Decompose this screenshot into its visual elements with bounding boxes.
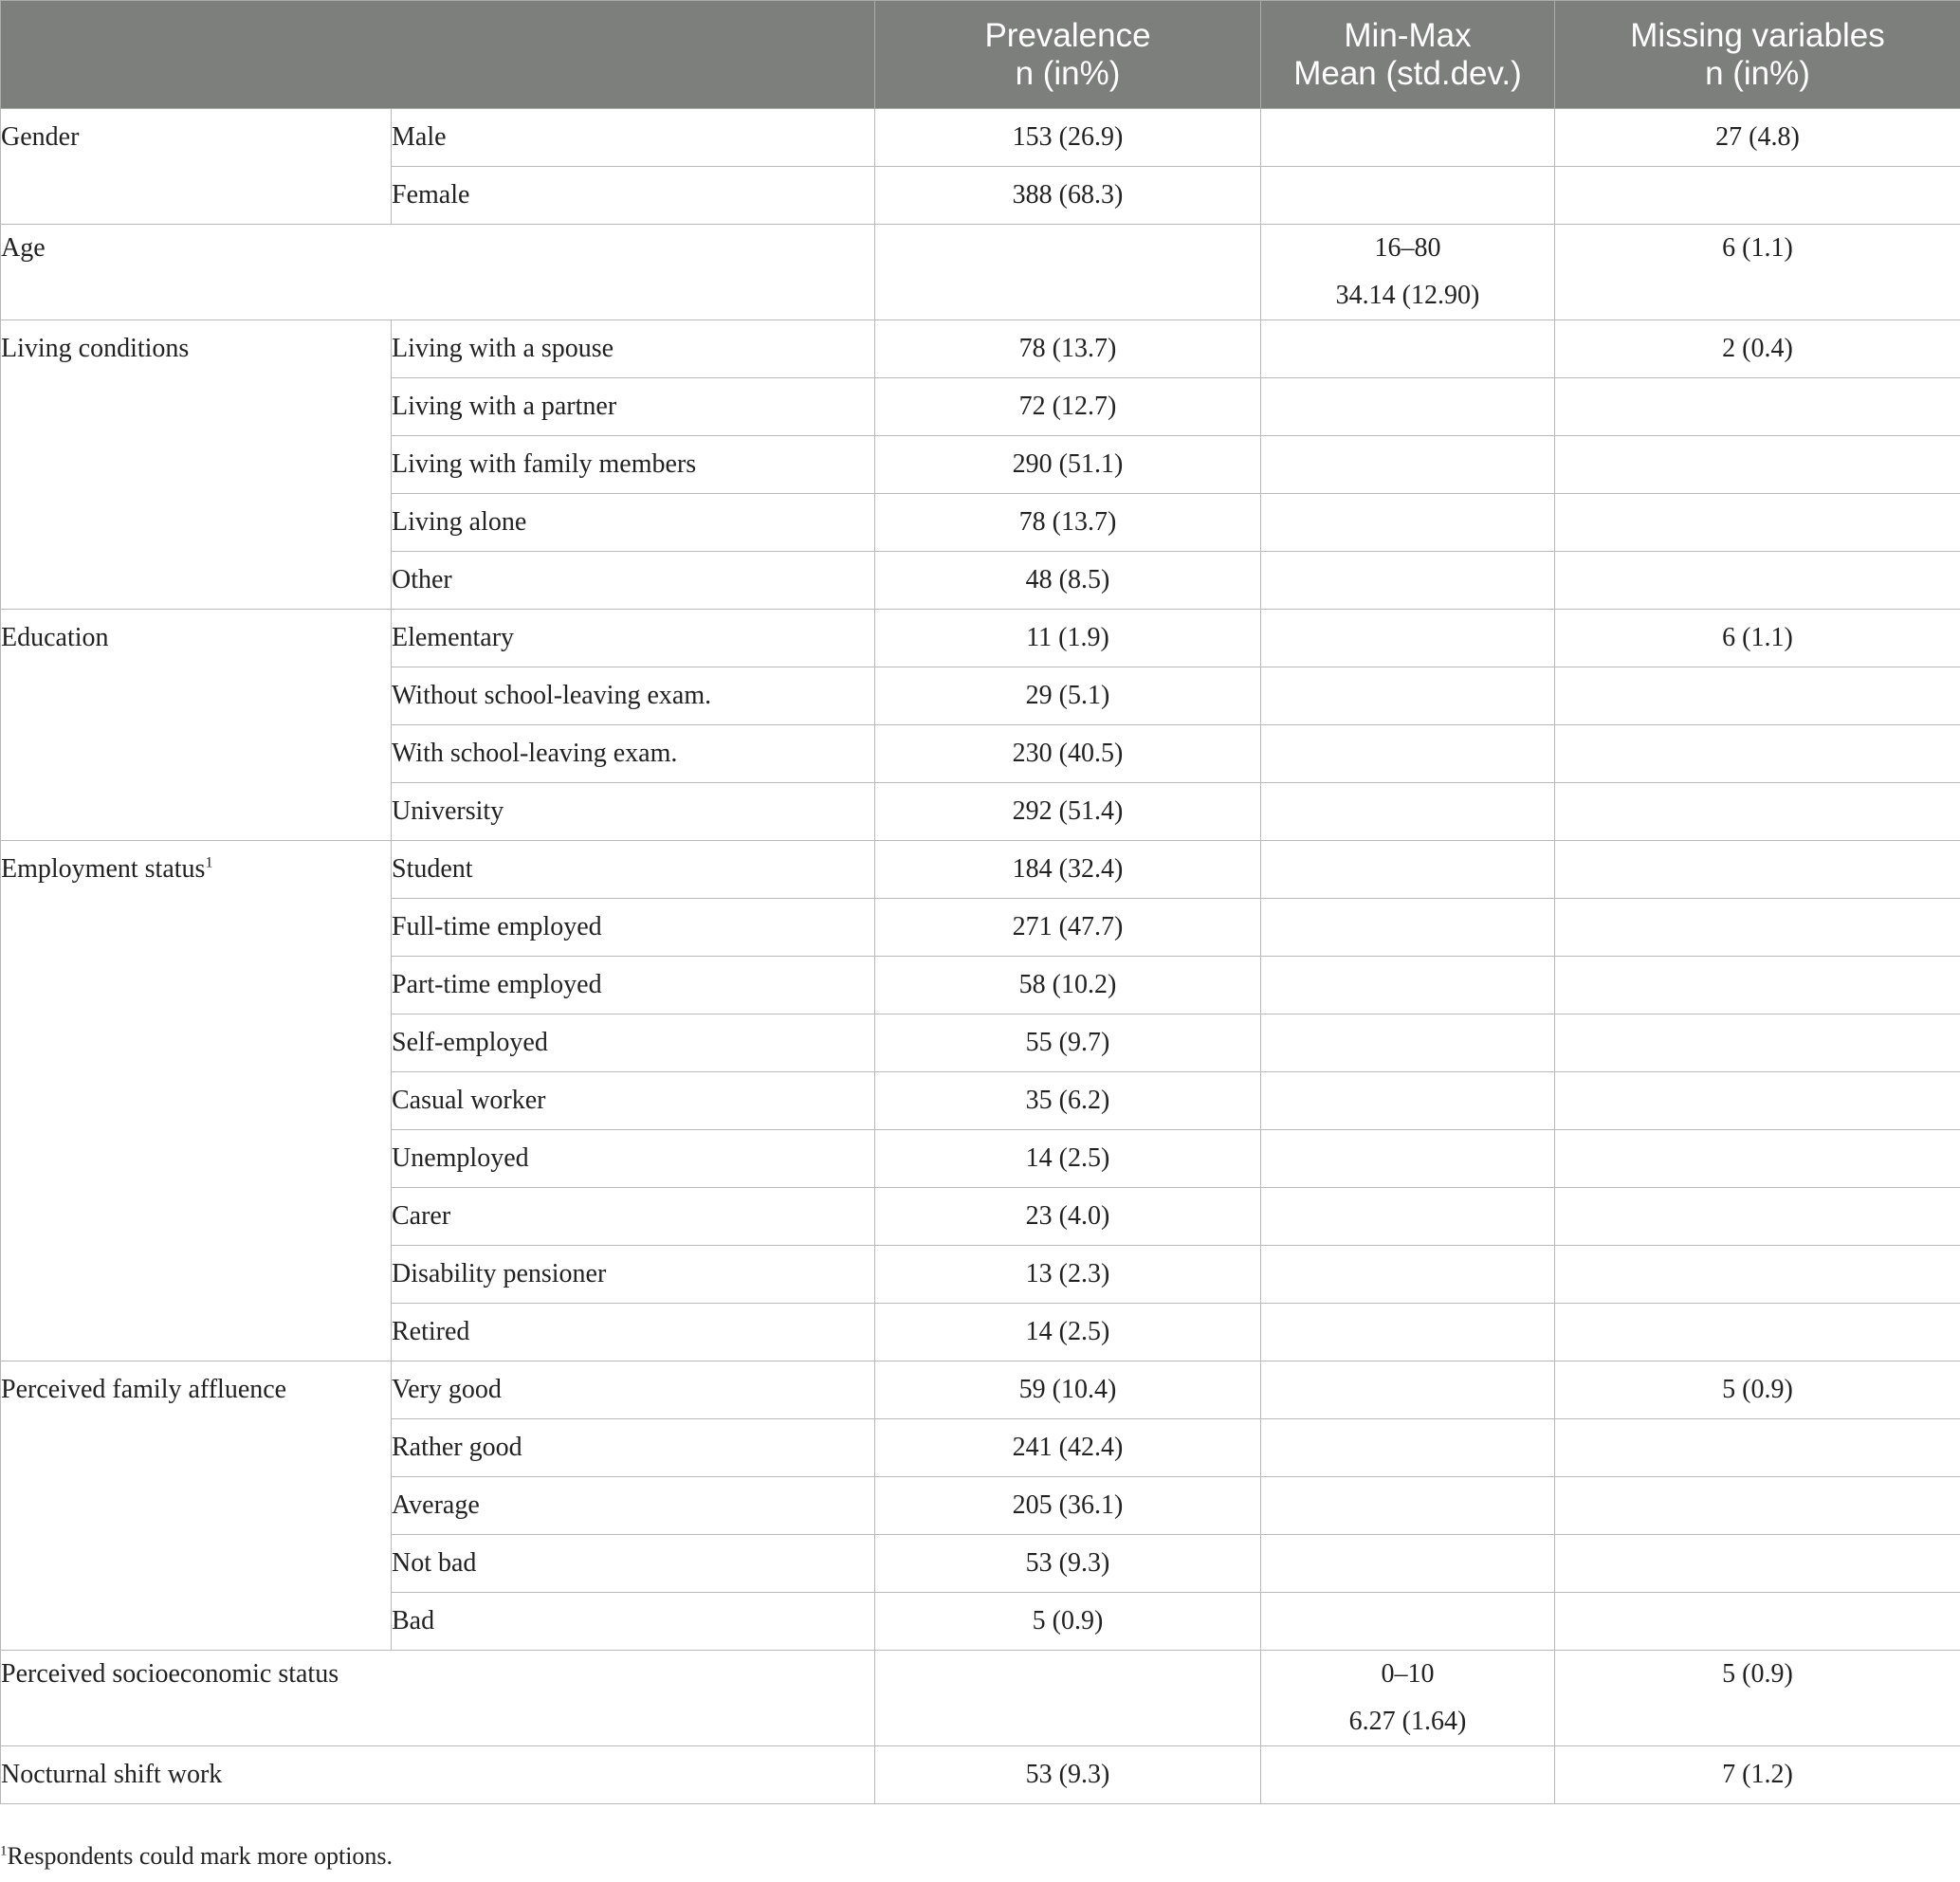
prevalence-cell: 11 (1.9) bbox=[875, 610, 1261, 667]
minmax-cell bbox=[1261, 841, 1555, 899]
missing-cell: 7 (1.2) bbox=[1555, 1746, 1960, 1804]
prevalence-cell: 78 (13.7) bbox=[875, 494, 1261, 552]
missing-cell bbox=[1555, 378, 1960, 436]
table-row bbox=[1, 109, 1960, 167]
category-cell: Student bbox=[392, 841, 875, 899]
missing-cell bbox=[1555, 899, 1960, 957]
missing-cell bbox=[1555, 1072, 1960, 1130]
category-cell: Male bbox=[392, 109, 875, 167]
mean-sd: 34.14 (12.90) bbox=[1335, 281, 1480, 310]
minmax-cell bbox=[1261, 667, 1555, 725]
category-cell: With school-leaving exam. bbox=[392, 725, 875, 783]
group-label-shift: Nocturnal shift work bbox=[1, 1746, 875, 1804]
minmax-cell bbox=[1261, 1419, 1555, 1477]
minmax-cell bbox=[1261, 225, 1555, 320]
minmax-range: 16–80 bbox=[1374, 233, 1441, 263]
missing-cell bbox=[1555, 1419, 1960, 1477]
minmax-cell bbox=[1261, 1072, 1555, 1130]
table-row bbox=[1, 320, 1960, 378]
header-missing-line1: Missing variables bbox=[1630, 16, 1885, 54]
missing-cell: 6 (1.1) bbox=[1555, 610, 1960, 667]
footnote-mark: 1 bbox=[0, 1843, 8, 1859]
missing-cell bbox=[1555, 725, 1960, 783]
missing-cell bbox=[1555, 783, 1960, 841]
minmax-cell bbox=[1261, 783, 1555, 841]
category-cell: Casual worker bbox=[392, 1072, 875, 1130]
category-cell: Retired bbox=[392, 1304, 875, 1361]
header-minmax-line2: Mean (std.dev.) bbox=[1293, 54, 1522, 92]
prevalence-cell: 184 (32.4) bbox=[875, 841, 1261, 899]
prevalence-cell: 78 (13.7) bbox=[875, 320, 1261, 378]
employment-label-text: Employment status bbox=[1, 854, 206, 884]
minmax-cell bbox=[1261, 1746, 1555, 1804]
category-cell: Part-time employed bbox=[392, 957, 875, 1014]
footnote-mark: 1 bbox=[205, 854, 213, 871]
category-cell: Not bad bbox=[392, 1535, 875, 1593]
header-missing-line2: n (in%) bbox=[1705, 54, 1810, 92]
category-cell: Living with family members bbox=[392, 436, 875, 494]
category-cell: Rather good bbox=[392, 1419, 875, 1477]
table-row bbox=[1, 841, 1960, 899]
missing-cell bbox=[1555, 552, 1960, 610]
minmax-cell bbox=[1261, 1535, 1555, 1593]
minmax-cell bbox=[1261, 1304, 1555, 1361]
header-prevalence-line1: Prevalence bbox=[984, 16, 1151, 54]
prevalence-cell: 14 (2.5) bbox=[875, 1304, 1261, 1361]
group-label-employment bbox=[1, 841, 392, 1361]
minmax-cell bbox=[1261, 610, 1555, 667]
prevalence-cell: 271 (47.7) bbox=[875, 899, 1261, 957]
prevalence-cell: 388 (68.3) bbox=[875, 167, 1261, 225]
missing-cell: 6 (1.1) bbox=[1555, 225, 1960, 320]
prevalence-cell: 290 (51.1) bbox=[875, 436, 1261, 494]
missing-cell: 5 (0.9) bbox=[1555, 1651, 1960, 1746]
category-cell: Living alone bbox=[392, 494, 875, 552]
header-prevalence-line2: n (in%) bbox=[1015, 54, 1121, 92]
prevalence-cell: 53 (9.3) bbox=[875, 1746, 1261, 1804]
missing-cell bbox=[1555, 1477, 1960, 1535]
minmax-cell bbox=[1261, 167, 1555, 225]
minmax-cell bbox=[1261, 436, 1555, 494]
minmax-cell bbox=[1261, 957, 1555, 1014]
category-cell: Average bbox=[392, 1477, 875, 1535]
minmax-cell bbox=[1261, 1130, 1555, 1188]
prevalence-cell: 58 (10.2) bbox=[875, 957, 1261, 1014]
minmax-cell bbox=[1261, 1651, 1555, 1746]
group-label-living: Living conditions bbox=[1, 320, 392, 610]
prevalence-cell: 23 (4.0) bbox=[875, 1188, 1261, 1246]
prevalence-cell: 72 (12.7) bbox=[875, 378, 1261, 436]
minmax-cell bbox=[1261, 1593, 1555, 1651]
minmax-cell bbox=[1261, 1014, 1555, 1072]
prevalence-cell: 230 (40.5) bbox=[875, 725, 1261, 783]
prevalence-cell: 13 (2.3) bbox=[875, 1246, 1261, 1304]
table-row bbox=[1, 1651, 1960, 1746]
minmax-cell bbox=[1261, 1246, 1555, 1304]
table-row bbox=[1, 1361, 1960, 1419]
prevalence-cell: 55 (9.7) bbox=[875, 1014, 1261, 1072]
missing-cell bbox=[1555, 1593, 1960, 1651]
minmax-cell bbox=[1261, 725, 1555, 783]
missing-cell bbox=[1555, 1535, 1960, 1593]
minmax-range: 0–10 bbox=[1381, 1659, 1435, 1689]
minmax-cell bbox=[1261, 552, 1555, 610]
header-row bbox=[1, 1, 1960, 109]
prevalence-cell bbox=[875, 1651, 1261, 1746]
missing-cell bbox=[1555, 1130, 1960, 1188]
category-cell: Bad bbox=[392, 1593, 875, 1651]
missing-cell bbox=[1555, 1188, 1960, 1246]
missing-cell bbox=[1555, 1014, 1960, 1072]
prevalence-cell: 292 (51.4) bbox=[875, 783, 1261, 841]
minmax-cell bbox=[1261, 1477, 1555, 1535]
group-label-education: Education bbox=[1, 610, 392, 841]
category-cell: Female bbox=[392, 167, 875, 225]
prevalence-cell: 5 (0.9) bbox=[875, 1593, 1261, 1651]
header-prevalence bbox=[875, 1, 1261, 109]
minmax-cell bbox=[1261, 378, 1555, 436]
mean-sd: 6.27 (1.64) bbox=[1348, 1707, 1467, 1736]
missing-cell: 2 (0.4) bbox=[1555, 320, 1960, 378]
category-cell: Self-employed bbox=[392, 1014, 875, 1072]
category-cell: Other bbox=[392, 552, 875, 610]
missing-cell: 5 (0.9) bbox=[1555, 1361, 1960, 1419]
minmax-cell bbox=[1261, 494, 1555, 552]
prevalence-cell: 35 (6.2) bbox=[875, 1072, 1261, 1130]
missing-cell bbox=[1555, 957, 1960, 1014]
missing-cell bbox=[1555, 667, 1960, 725]
group-label-ses: Perceived socioeconomic status bbox=[1, 1651, 875, 1746]
header-minmax bbox=[1261, 1, 1555, 109]
missing-cell bbox=[1555, 1246, 1960, 1304]
minmax-cell bbox=[1261, 320, 1555, 378]
prevalence-cell: 205 (36.1) bbox=[875, 1477, 1261, 1535]
group-label-affluence: Perceived family affluence bbox=[1, 1361, 392, 1651]
prevalence-cell: 53 (9.3) bbox=[875, 1535, 1261, 1593]
missing-cell bbox=[1555, 436, 1960, 494]
category-cell: Disability pensioner bbox=[392, 1246, 875, 1304]
category-cell: University bbox=[392, 783, 875, 841]
prevalence-cell: 153 (26.9) bbox=[875, 109, 1261, 167]
prevalence-cell: 241 (42.4) bbox=[875, 1419, 1261, 1477]
table-footnote bbox=[0, 1837, 393, 1875]
minmax-cell bbox=[1261, 1361, 1555, 1419]
minmax-cell bbox=[1261, 109, 1555, 167]
missing-cell bbox=[1555, 841, 1960, 899]
category-cell: Elementary bbox=[392, 610, 875, 667]
group-label-gender: Gender bbox=[1, 109, 392, 225]
table-row bbox=[1, 610, 1960, 667]
missing-cell: 27 (4.8) bbox=[1555, 109, 1960, 167]
table-row bbox=[1, 1746, 1960, 1804]
header-blank bbox=[1, 1, 875, 109]
prevalence-cell bbox=[875, 225, 1261, 320]
prevalence-cell: 59 (10.4) bbox=[875, 1361, 1261, 1419]
table-row bbox=[1, 225, 1960, 320]
header-minmax-line1: Min-Max bbox=[1344, 16, 1472, 54]
prevalence-cell: 48 (8.5) bbox=[875, 552, 1261, 610]
category-cell: Very good bbox=[392, 1361, 875, 1419]
missing-cell bbox=[1555, 494, 1960, 552]
category-cell: Carer bbox=[392, 1188, 875, 1246]
category-cell: Living with a partner bbox=[392, 378, 875, 436]
category-cell: Full-time employed bbox=[392, 899, 875, 957]
missing-cell bbox=[1555, 167, 1960, 225]
group-label-age: Age bbox=[1, 225, 875, 320]
minmax-cell bbox=[1261, 1188, 1555, 1246]
missing-cell bbox=[1555, 1304, 1960, 1361]
category-cell: Living with a spouse bbox=[392, 320, 875, 378]
minmax-cell bbox=[1261, 899, 1555, 957]
prevalence-cell: 14 (2.5) bbox=[875, 1130, 1261, 1188]
category-cell: Without school-leaving exam. bbox=[392, 667, 875, 725]
header-missing bbox=[1555, 1, 1960, 109]
footnote-text: Respondents could mark more options. bbox=[7, 1842, 394, 1870]
prevalence-cell: 29 (5.1) bbox=[875, 667, 1261, 725]
category-cell: Unemployed bbox=[392, 1130, 875, 1188]
